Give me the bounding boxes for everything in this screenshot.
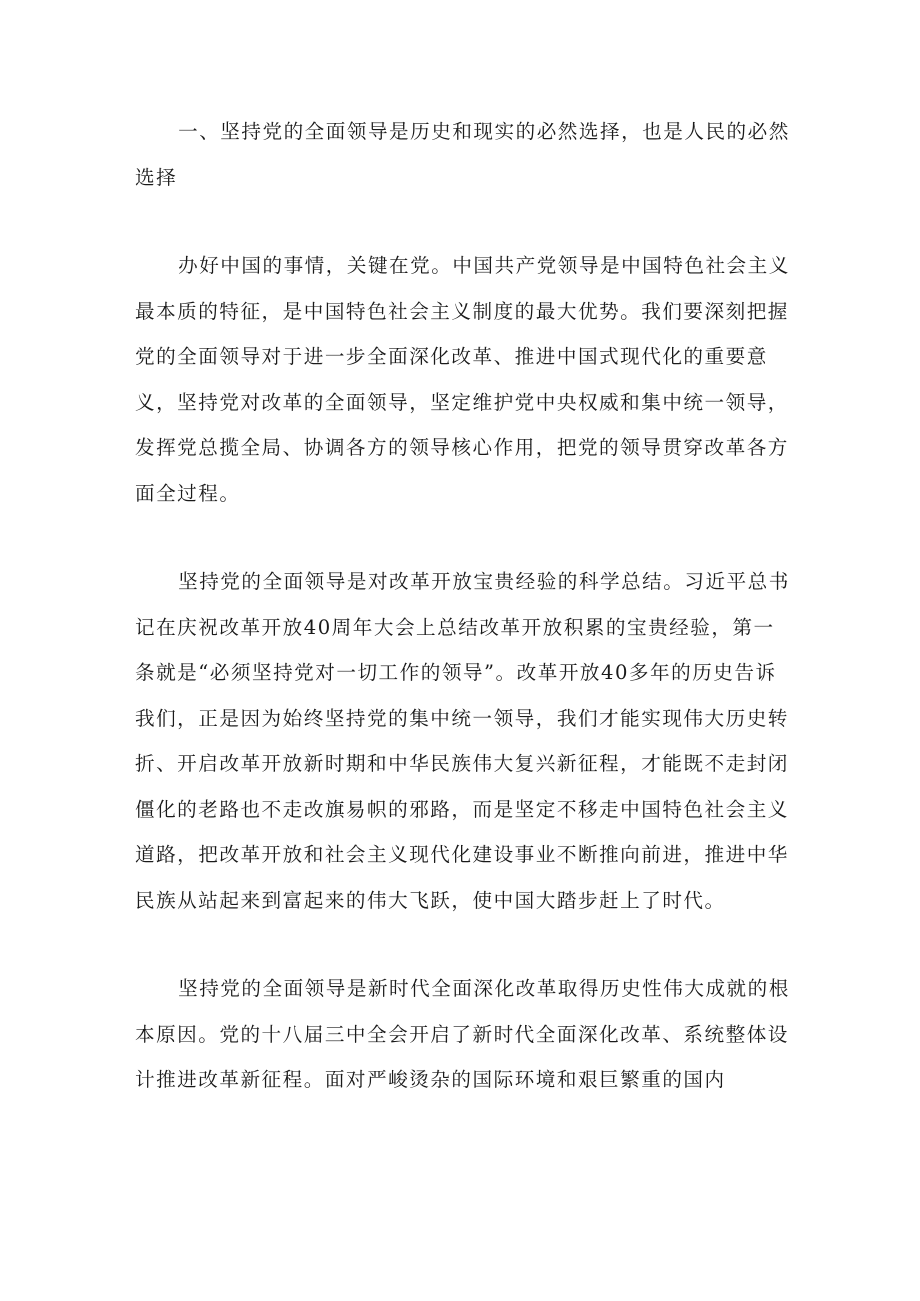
paragraph-2: 坚持党的全面领导是对改革开放宝贵经验的科学总结。习近平总书记在庆祝改革开放40周年大会上总结改革开放积累的宝贵经验，第一条就是“必须坚持党对一切工作的领导”。改革开放40多年的历史告诉我们，正是因为始终坚持党的集中统一领导，我们才能实现伟大历史转折、开启改革开放新时期和中华民族伟大复兴新征程，才能既不走封闭僵化的老路也不走改旗易帜的邪路，而是坚定不移走中国特色社会主义道路，把改革开放和社会主义现代化建设事业不断推向前进，推进中华民族从站起来到富起来的伟大飞跃，使中国大踏步赶上了时代。 [135, 570, 790, 912]
document-body [135, 109, 795, 1103]
paragraph-1: 办好中国的事情，关键在党。中国共产党领导是中国特色社会主义最本质的特征，是中国特色社会主义制度的最大优势。我们要深刻把握党的全面领导对于进一步全面深化改革、推进中国式现代化的重要意义，坚持党对改革的全面领导，坚定维护党中央权威和集中统一领导，发挥党总揽全局、协调各方的领导核心作用，把党的领导贯穿改革各方面全过程。 [135, 254, 790, 505]
section-heading: 一、坚持党的全面领导是历史和现实的必然选择，也是人民的必然选择 [135, 120, 790, 189]
paragraph-3: 坚持党的全面领导是新时代全面深化改革取得历史性伟大成就的根本原因。党的十八届三中全会开启了新时代全面深化改革、系统整体设计推进改革新征程。面对严峻烫杂的国际环境和艰巨繁重的国内 [135, 977, 790, 1091]
